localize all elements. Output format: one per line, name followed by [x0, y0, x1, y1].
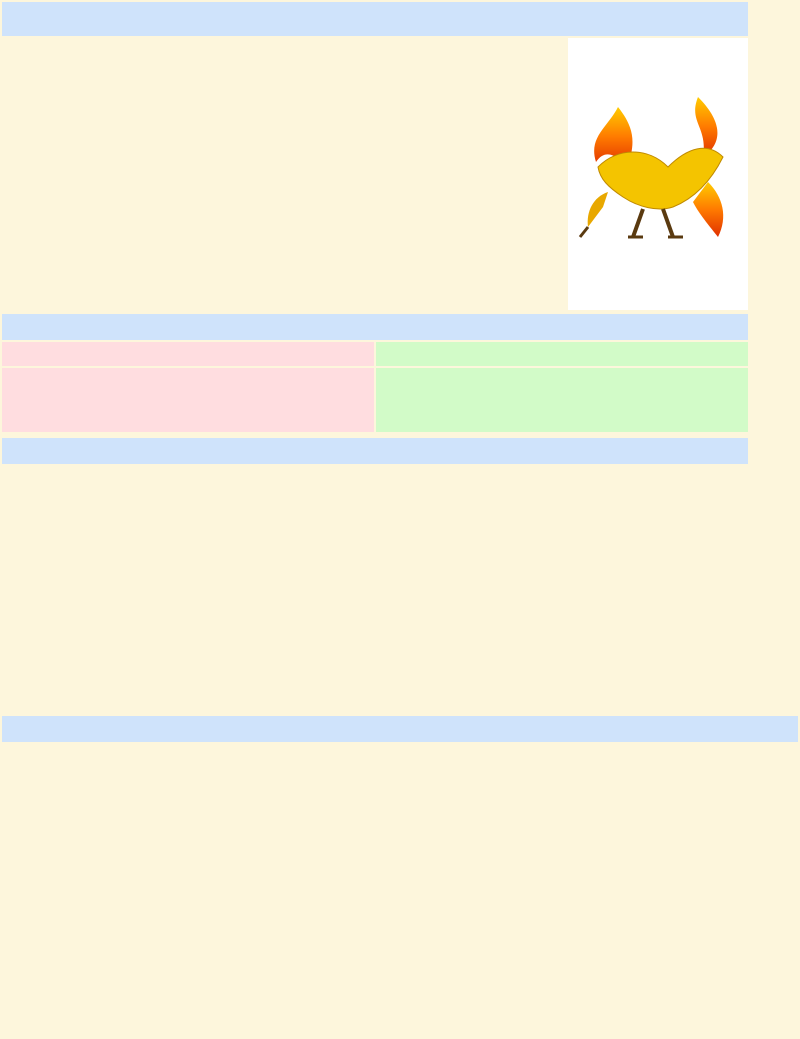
- leafgreen-description: [376, 368, 748, 432]
- moves-title: [2, 716, 798, 742]
- firered-description: [2, 368, 374, 432]
- description-title: [2, 314, 748, 340]
- firered-label: [2, 342, 374, 366]
- moltres-image: [578, 87, 738, 257]
- pokemon-name: [2, 2, 748, 36]
- stats-title: [2, 438, 748, 464]
- leafgreen-label: [376, 342, 748, 366]
- pokemon-image-panel: [568, 38, 748, 310]
